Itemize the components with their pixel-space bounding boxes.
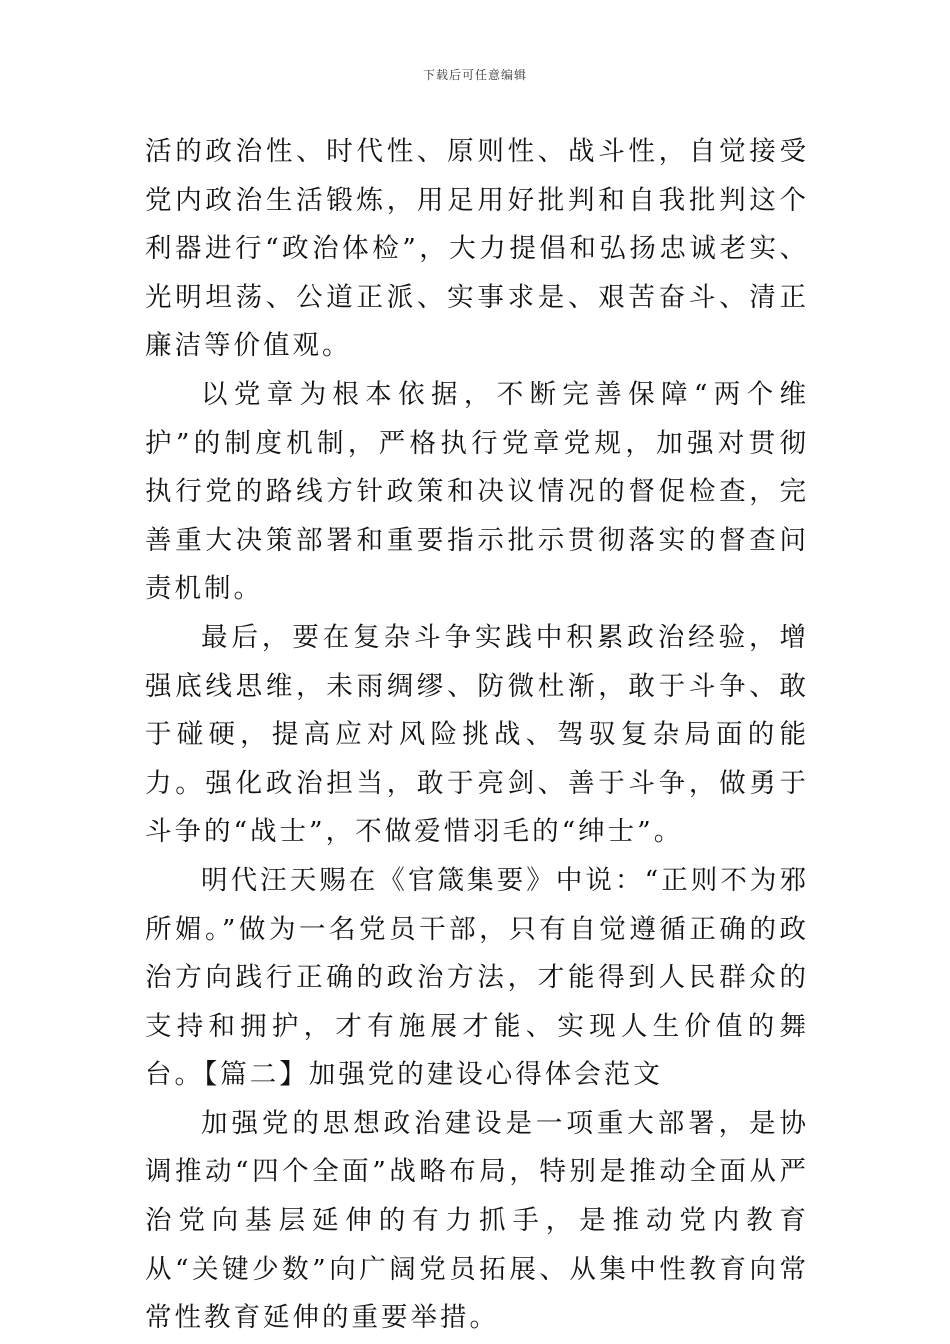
paragraph-2: 以党章为根本依据，不断完善保障“两个维护”的制度机制，严格执行党章党规，加强对贯彻执行党的路线方针政策和决议情况的督促检查，完善重大决策部署和重要指示批示贯彻落实的督查问责机制。 [145, 378, 809, 605]
paragraph-1: 活的政治性、时代性、原则性、战斗性，自觉接受党内政治生活锻炼，用足用好批判和自我批判这个利器进行“政治体检”，大力提倡和弘扬忠诚老实、光明坦荡、公道正派、实事求是、艰苦奋斗、清正廉洁等价值观。 [145, 136, 809, 362]
paragraph-4: 明代汪天赐在《官箴集要》中说：“正则不为邪所媚。”做为一名党员干部，只有自觉遵循正确的政治方向践行正确的政治方法，才能得到人民群众的支持和拥护，才有施展才能、实现人生价值的舞台。【篇二】加强党的建设心得体会范文 [145, 864, 809, 1091]
paragraph-3: 最后，要在复杂斗争实践中积累政治经验，增强底线思维，未雨绸缪、防微杜渐，敢于斗争、敢于碰硬，提高应对风险挑战、驾驭复杂局面的能力。强化政治担当，敢于亮剑、善于斗争，做勇于斗争的“战士”，不做爱惜羽毛的“绅士”。 [145, 621, 809, 848]
paragraph-5: 加强党的思想政治建设是一项重大部署，是协调推动“四个全面”战略布局，特别是推动全面从严治党向基层延伸的有力抓手，是推动党内教育从“关键少数”向广阔党员拓展、从集中性教育向常常性教育延伸的重要举措。 [145, 1107, 809, 1334]
document-body [145, 128, 809, 1343]
page-header: 下载后可任意编辑 [422, 68, 527, 82]
